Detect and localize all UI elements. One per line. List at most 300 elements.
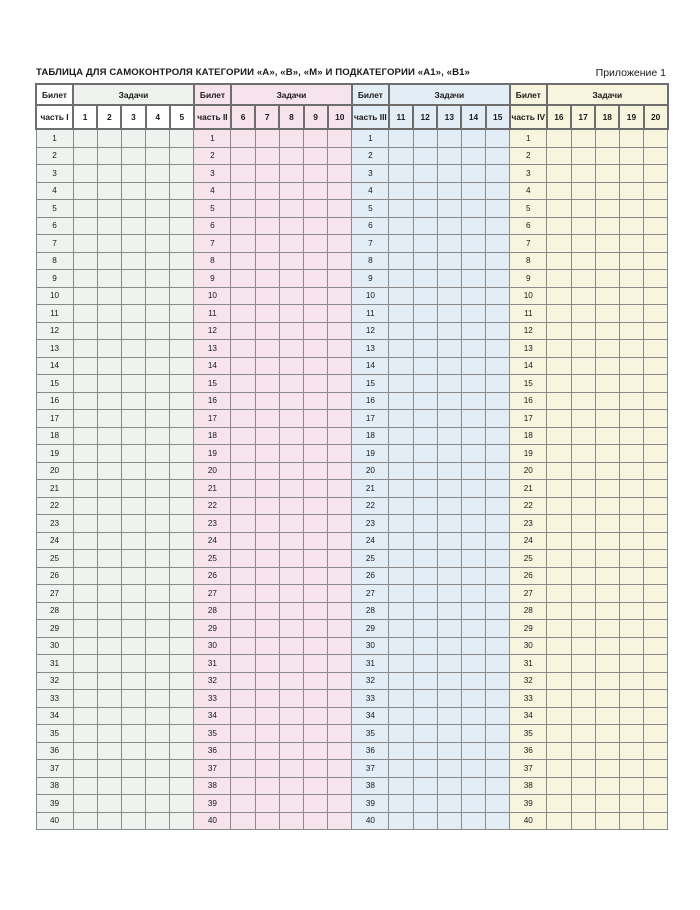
answer-cell[interactable]: [304, 165, 328, 183]
answer-cell[interactable]: [644, 707, 668, 725]
answer-cell[interactable]: [231, 375, 255, 393]
answer-cell[interactable]: [595, 129, 619, 147]
answer-cell[interactable]: [437, 129, 461, 147]
answer-cell[interactable]: [170, 235, 194, 253]
answer-cell[interactable]: [413, 357, 437, 375]
answer-cell[interactable]: [279, 182, 303, 200]
answer-cell[interactable]: [170, 165, 194, 183]
answer-cell[interactable]: [73, 690, 97, 708]
answer-cell[interactable]: [413, 585, 437, 603]
answer-cell[interactable]: [486, 322, 510, 340]
answer-cell[interactable]: [304, 725, 328, 743]
answer-cell[interactable]: [304, 672, 328, 690]
answer-cell[interactable]: [146, 410, 170, 428]
answer-cell[interactable]: [170, 760, 194, 778]
answer-cell[interactable]: [595, 672, 619, 690]
answer-cell[interactable]: [547, 270, 571, 288]
answer-cell[interactable]: [461, 812, 485, 830]
answer-cell[interactable]: [437, 182, 461, 200]
answer-cell[interactable]: [121, 340, 145, 358]
answer-cell[interactable]: [304, 777, 328, 795]
answer-cell[interactable]: [121, 287, 145, 305]
answer-cell[interactable]: [571, 497, 595, 515]
answer-cell[interactable]: [619, 165, 643, 183]
answer-cell[interactable]: [97, 427, 121, 445]
answer-cell[interactable]: [389, 480, 413, 498]
answer-cell[interactable]: [461, 200, 485, 218]
answer-cell[interactable]: [255, 655, 279, 673]
answer-cell[interactable]: [328, 550, 352, 568]
answer-cell[interactable]: [121, 742, 145, 760]
answer-cell[interactable]: [619, 182, 643, 200]
answer-cell[interactable]: [619, 357, 643, 375]
answer-cell[interactable]: [547, 445, 571, 463]
answer-cell[interactable]: [547, 200, 571, 218]
answer-cell[interactable]: [170, 375, 194, 393]
answer-cell[interactable]: [146, 217, 170, 235]
answer-cell[interactable]: [547, 322, 571, 340]
answer-cell[interactable]: [413, 305, 437, 323]
answer-cell[interactable]: [328, 812, 352, 830]
answer-cell[interactable]: [170, 497, 194, 515]
answer-cell[interactable]: [121, 672, 145, 690]
answer-cell[interactable]: [413, 812, 437, 830]
answer-cell[interactable]: [571, 707, 595, 725]
answer-cell[interactable]: [389, 392, 413, 410]
answer-cell[interactable]: [121, 620, 145, 638]
answer-cell[interactable]: [486, 620, 510, 638]
answer-cell[interactable]: [413, 497, 437, 515]
answer-cell[interactable]: [73, 532, 97, 550]
answer-cell[interactable]: [97, 760, 121, 778]
answer-cell[interactable]: [644, 725, 668, 743]
answer-cell[interactable]: [437, 812, 461, 830]
answer-cell[interactable]: [389, 550, 413, 568]
answer-cell[interactable]: [231, 270, 255, 288]
answer-cell[interactable]: [437, 515, 461, 533]
answer-cell[interactable]: [644, 497, 668, 515]
answer-cell[interactable]: [486, 742, 510, 760]
answer-cell[interactable]: [279, 742, 303, 760]
answer-cell[interactable]: [413, 462, 437, 480]
answer-cell[interactable]: [328, 340, 352, 358]
answer-cell[interactable]: [255, 462, 279, 480]
answer-cell[interactable]: [547, 217, 571, 235]
answer-cell[interactable]: [547, 392, 571, 410]
answer-cell[interactable]: [486, 672, 510, 690]
answer-cell[interactable]: [121, 567, 145, 585]
answer-cell[interactable]: [328, 760, 352, 778]
answer-cell[interactable]: [304, 410, 328, 428]
answer-cell[interactable]: [328, 725, 352, 743]
answer-cell[interactable]: [486, 375, 510, 393]
answer-cell[interactable]: [328, 235, 352, 253]
answer-cell[interactable]: [389, 567, 413, 585]
answer-cell[interactable]: [231, 567, 255, 585]
answer-cell[interactable]: [571, 182, 595, 200]
answer-cell[interactable]: [461, 462, 485, 480]
answer-cell[interactable]: [644, 305, 668, 323]
answer-cell[interactable]: [304, 252, 328, 270]
answer-cell[interactable]: [121, 129, 145, 147]
answer-cell[interactable]: [413, 322, 437, 340]
answer-cell[interactable]: [619, 147, 643, 165]
answer-cell[interactable]: [279, 725, 303, 743]
answer-cell[interactable]: [619, 129, 643, 147]
answer-cell[interactable]: [304, 305, 328, 323]
answer-cell[interactable]: [146, 585, 170, 603]
answer-cell[interactable]: [146, 707, 170, 725]
answer-cell[interactable]: [279, 760, 303, 778]
answer-cell[interactable]: [461, 357, 485, 375]
answer-cell[interactable]: [73, 235, 97, 253]
answer-cell[interactable]: [389, 357, 413, 375]
answer-cell[interactable]: [279, 147, 303, 165]
answer-cell[interactable]: [73, 445, 97, 463]
answer-cell[interactable]: [328, 567, 352, 585]
answer-cell[interactable]: [461, 217, 485, 235]
answer-cell[interactable]: [97, 725, 121, 743]
answer-cell[interactable]: [486, 725, 510, 743]
answer-cell[interactable]: [461, 602, 485, 620]
answer-cell[interactable]: [255, 812, 279, 830]
answer-cell[interactable]: [437, 340, 461, 358]
answer-cell[interactable]: [595, 550, 619, 568]
answer-cell[interactable]: [231, 812, 255, 830]
answer-cell[interactable]: [619, 235, 643, 253]
answer-cell[interactable]: [255, 270, 279, 288]
answer-cell[interactable]: [231, 200, 255, 218]
answer-cell[interactable]: [304, 129, 328, 147]
answer-cell[interactable]: [486, 532, 510, 550]
answer-cell[interactable]: [304, 270, 328, 288]
answer-cell[interactable]: [486, 602, 510, 620]
answer-cell[interactable]: [461, 567, 485, 585]
answer-cell[interactable]: [571, 672, 595, 690]
answer-cell[interactable]: [97, 165, 121, 183]
answer-cell[interactable]: [146, 690, 170, 708]
answer-cell[interactable]: [461, 480, 485, 498]
answer-cell[interactable]: [328, 742, 352, 760]
answer-cell[interactable]: [571, 235, 595, 253]
answer-cell[interactable]: [97, 550, 121, 568]
answer-cell[interactable]: [97, 585, 121, 603]
answer-cell[interactable]: [571, 357, 595, 375]
answer-cell[interactable]: [461, 777, 485, 795]
answer-cell[interactable]: [170, 532, 194, 550]
answer-cell[interactable]: [121, 200, 145, 218]
answer-cell[interactable]: [571, 410, 595, 428]
answer-cell[interactable]: [547, 585, 571, 603]
answer-cell[interactable]: [619, 480, 643, 498]
answer-cell[interactable]: [595, 690, 619, 708]
answer-cell[interactable]: [328, 147, 352, 165]
answer-cell[interactable]: [595, 252, 619, 270]
answer-cell[interactable]: [170, 515, 194, 533]
answer-cell[interactable]: [146, 462, 170, 480]
answer-cell[interactable]: [170, 585, 194, 603]
answer-cell[interactable]: [304, 532, 328, 550]
answer-cell[interactable]: [413, 147, 437, 165]
answer-cell[interactable]: [231, 602, 255, 620]
answer-cell[interactable]: [644, 340, 668, 358]
answer-cell[interactable]: [170, 445, 194, 463]
answer-cell[interactable]: [595, 147, 619, 165]
answer-cell[interactable]: [73, 497, 97, 515]
answer-cell[interactable]: [486, 252, 510, 270]
answer-cell[interactable]: [413, 235, 437, 253]
answer-cell[interactable]: [547, 497, 571, 515]
answer-cell[interactable]: [73, 760, 97, 778]
answer-cell[interactable]: [304, 287, 328, 305]
answer-cell[interactable]: [571, 620, 595, 638]
answer-cell[interactable]: [461, 235, 485, 253]
answer-cell[interactable]: [146, 497, 170, 515]
answer-cell[interactable]: [619, 252, 643, 270]
answer-cell[interactable]: [389, 620, 413, 638]
answer-cell[interactable]: [279, 340, 303, 358]
answer-cell[interactable]: [170, 270, 194, 288]
answer-cell[interactable]: [437, 637, 461, 655]
answer-cell[interactable]: [255, 637, 279, 655]
answer-cell[interactable]: [97, 620, 121, 638]
answer-cell[interactable]: [619, 532, 643, 550]
answer-cell[interactable]: [231, 147, 255, 165]
answer-cell[interactable]: [279, 620, 303, 638]
answer-cell[interactable]: [97, 532, 121, 550]
answer-cell[interactable]: [389, 147, 413, 165]
answer-cell[interactable]: [461, 129, 485, 147]
answer-cell[interactable]: [146, 357, 170, 375]
answer-cell[interactable]: [231, 672, 255, 690]
answer-cell[interactable]: [619, 375, 643, 393]
answer-cell[interactable]: [304, 690, 328, 708]
answer-cell[interactable]: [304, 655, 328, 673]
answer-cell[interactable]: [413, 445, 437, 463]
answer-cell[interactable]: [255, 760, 279, 778]
answer-cell[interactable]: [231, 480, 255, 498]
answer-cell[interactable]: [231, 585, 255, 603]
answer-cell[interactable]: [413, 392, 437, 410]
answer-cell[interactable]: [461, 725, 485, 743]
answer-cell[interactable]: [255, 690, 279, 708]
answer-cell[interactable]: [73, 585, 97, 603]
answer-cell[interactable]: [486, 270, 510, 288]
answer-cell[interactable]: [121, 270, 145, 288]
answer-cell[interactable]: [231, 445, 255, 463]
answer-cell[interactable]: [571, 515, 595, 533]
answer-cell[interactable]: [413, 760, 437, 778]
answer-cell[interactable]: [121, 795, 145, 813]
answer-cell[interactable]: [595, 287, 619, 305]
answer-cell[interactable]: [644, 795, 668, 813]
answer-cell[interactable]: [304, 392, 328, 410]
answer-cell[interactable]: [547, 480, 571, 498]
answer-cell[interactable]: [73, 375, 97, 393]
answer-cell[interactable]: [644, 392, 668, 410]
answer-cell[interactable]: [97, 235, 121, 253]
answer-cell[interactable]: [437, 655, 461, 673]
answer-cell[interactable]: [413, 795, 437, 813]
answer-cell[interactable]: [644, 550, 668, 568]
answer-cell[interactable]: [437, 672, 461, 690]
answer-cell[interactable]: [73, 147, 97, 165]
answer-cell[interactable]: [644, 637, 668, 655]
answer-cell[interactable]: [437, 392, 461, 410]
answer-cell[interactable]: [255, 252, 279, 270]
answer-cell[interactable]: [644, 427, 668, 445]
answer-cell[interactable]: [461, 287, 485, 305]
answer-cell[interactable]: [437, 287, 461, 305]
answer-cell[interactable]: [571, 147, 595, 165]
answer-cell[interactable]: [413, 410, 437, 428]
answer-cell[interactable]: [73, 392, 97, 410]
answer-cell[interactable]: [644, 760, 668, 778]
answer-cell[interactable]: [279, 287, 303, 305]
answer-cell[interactable]: [170, 602, 194, 620]
answer-cell[interactable]: [547, 795, 571, 813]
answer-cell[interactable]: [146, 252, 170, 270]
answer-cell[interactable]: [255, 322, 279, 340]
answer-cell[interactable]: [644, 357, 668, 375]
answer-cell[interactable]: [304, 322, 328, 340]
answer-cell[interactable]: [170, 637, 194, 655]
answer-cell[interactable]: [170, 392, 194, 410]
answer-cell[interactable]: [389, 217, 413, 235]
answer-cell[interactable]: [595, 165, 619, 183]
answer-cell[interactable]: [571, 480, 595, 498]
answer-cell[interactable]: [146, 375, 170, 393]
answer-cell[interactable]: [644, 672, 668, 690]
answer-cell[interactable]: [121, 812, 145, 830]
answer-cell[interactable]: [437, 217, 461, 235]
answer-cell[interactable]: [146, 392, 170, 410]
answer-cell[interactable]: [121, 182, 145, 200]
answer-cell[interactable]: [486, 690, 510, 708]
answer-cell[interactable]: [279, 165, 303, 183]
answer-cell[interactable]: [279, 655, 303, 673]
answer-cell[interactable]: [619, 812, 643, 830]
answer-cell[interactable]: [595, 532, 619, 550]
answer-cell[interactable]: [304, 742, 328, 760]
answer-cell[interactable]: [595, 182, 619, 200]
answer-cell[interactable]: [461, 165, 485, 183]
answer-cell[interactable]: [121, 462, 145, 480]
answer-cell[interactable]: [644, 462, 668, 480]
answer-cell[interactable]: [146, 480, 170, 498]
answer-cell[interactable]: [413, 672, 437, 690]
answer-cell[interactable]: [644, 217, 668, 235]
answer-cell[interactable]: [255, 445, 279, 463]
answer-cell[interactable]: [328, 795, 352, 813]
answer-cell[interactable]: [73, 637, 97, 655]
answer-cell[interactable]: [571, 287, 595, 305]
answer-cell[interactable]: [328, 777, 352, 795]
answer-cell[interactable]: [328, 707, 352, 725]
answer-cell[interactable]: [97, 129, 121, 147]
answer-cell[interactable]: [231, 165, 255, 183]
answer-cell[interactable]: [304, 550, 328, 568]
answer-cell[interactable]: [304, 812, 328, 830]
answer-cell[interactable]: [619, 410, 643, 428]
answer-cell[interactable]: [437, 252, 461, 270]
answer-cell[interactable]: [97, 602, 121, 620]
answer-cell[interactable]: [547, 707, 571, 725]
answer-cell[interactable]: [486, 655, 510, 673]
answer-cell[interactable]: [595, 760, 619, 778]
answer-cell[interactable]: [619, 760, 643, 778]
answer-cell[interactable]: [146, 235, 170, 253]
answer-cell[interactable]: [413, 725, 437, 743]
answer-cell[interactable]: [389, 270, 413, 288]
answer-cell[interactable]: [121, 602, 145, 620]
answer-cell[interactable]: [437, 620, 461, 638]
answer-cell[interactable]: [547, 812, 571, 830]
answer-cell[interactable]: [644, 655, 668, 673]
answer-cell[interactable]: [571, 427, 595, 445]
answer-cell[interactable]: [255, 147, 279, 165]
answer-cell[interactable]: [304, 585, 328, 603]
answer-cell[interactable]: [328, 287, 352, 305]
answer-cell[interactable]: [595, 410, 619, 428]
answer-cell[interactable]: [73, 165, 97, 183]
answer-cell[interactable]: [279, 532, 303, 550]
answer-cell[interactable]: [461, 585, 485, 603]
answer-cell[interactable]: [461, 550, 485, 568]
answer-cell[interactable]: [547, 672, 571, 690]
answer-cell[interactable]: [413, 375, 437, 393]
answer-cell[interactable]: [121, 707, 145, 725]
answer-cell[interactable]: [97, 287, 121, 305]
answer-cell[interactable]: [437, 200, 461, 218]
answer-cell[interactable]: [461, 532, 485, 550]
answer-cell[interactable]: [547, 305, 571, 323]
answer-cell[interactable]: [389, 690, 413, 708]
answer-cell[interactable]: [255, 532, 279, 550]
answer-cell[interactable]: [644, 410, 668, 428]
answer-cell[interactable]: [595, 567, 619, 585]
answer-cell[interactable]: [255, 777, 279, 795]
answer-cell[interactable]: [547, 742, 571, 760]
answer-cell[interactable]: [121, 410, 145, 428]
answer-cell[interactable]: [73, 340, 97, 358]
answer-cell[interactable]: [389, 427, 413, 445]
answer-cell[interactable]: [389, 725, 413, 743]
answer-cell[interactable]: [304, 217, 328, 235]
answer-cell[interactable]: [328, 672, 352, 690]
answer-cell[interactable]: [413, 165, 437, 183]
answer-cell[interactable]: [328, 585, 352, 603]
answer-cell[interactable]: [389, 165, 413, 183]
answer-cell[interactable]: [304, 182, 328, 200]
answer-cell[interactable]: [255, 182, 279, 200]
answer-cell[interactable]: [619, 322, 643, 340]
answer-cell[interactable]: [73, 462, 97, 480]
answer-cell[interactable]: [231, 515, 255, 533]
answer-cell[interactable]: [255, 550, 279, 568]
answer-cell[interactable]: [279, 392, 303, 410]
answer-cell[interactable]: [279, 235, 303, 253]
answer-cell[interactable]: [461, 655, 485, 673]
answer-cell[interactable]: [304, 620, 328, 638]
answer-cell[interactable]: [619, 270, 643, 288]
answer-cell[interactable]: [73, 707, 97, 725]
answer-cell[interactable]: [328, 515, 352, 533]
answer-cell[interactable]: [619, 637, 643, 655]
answer-cell[interactable]: [389, 497, 413, 515]
answer-cell[interactable]: [619, 427, 643, 445]
answer-cell[interactable]: [619, 340, 643, 358]
